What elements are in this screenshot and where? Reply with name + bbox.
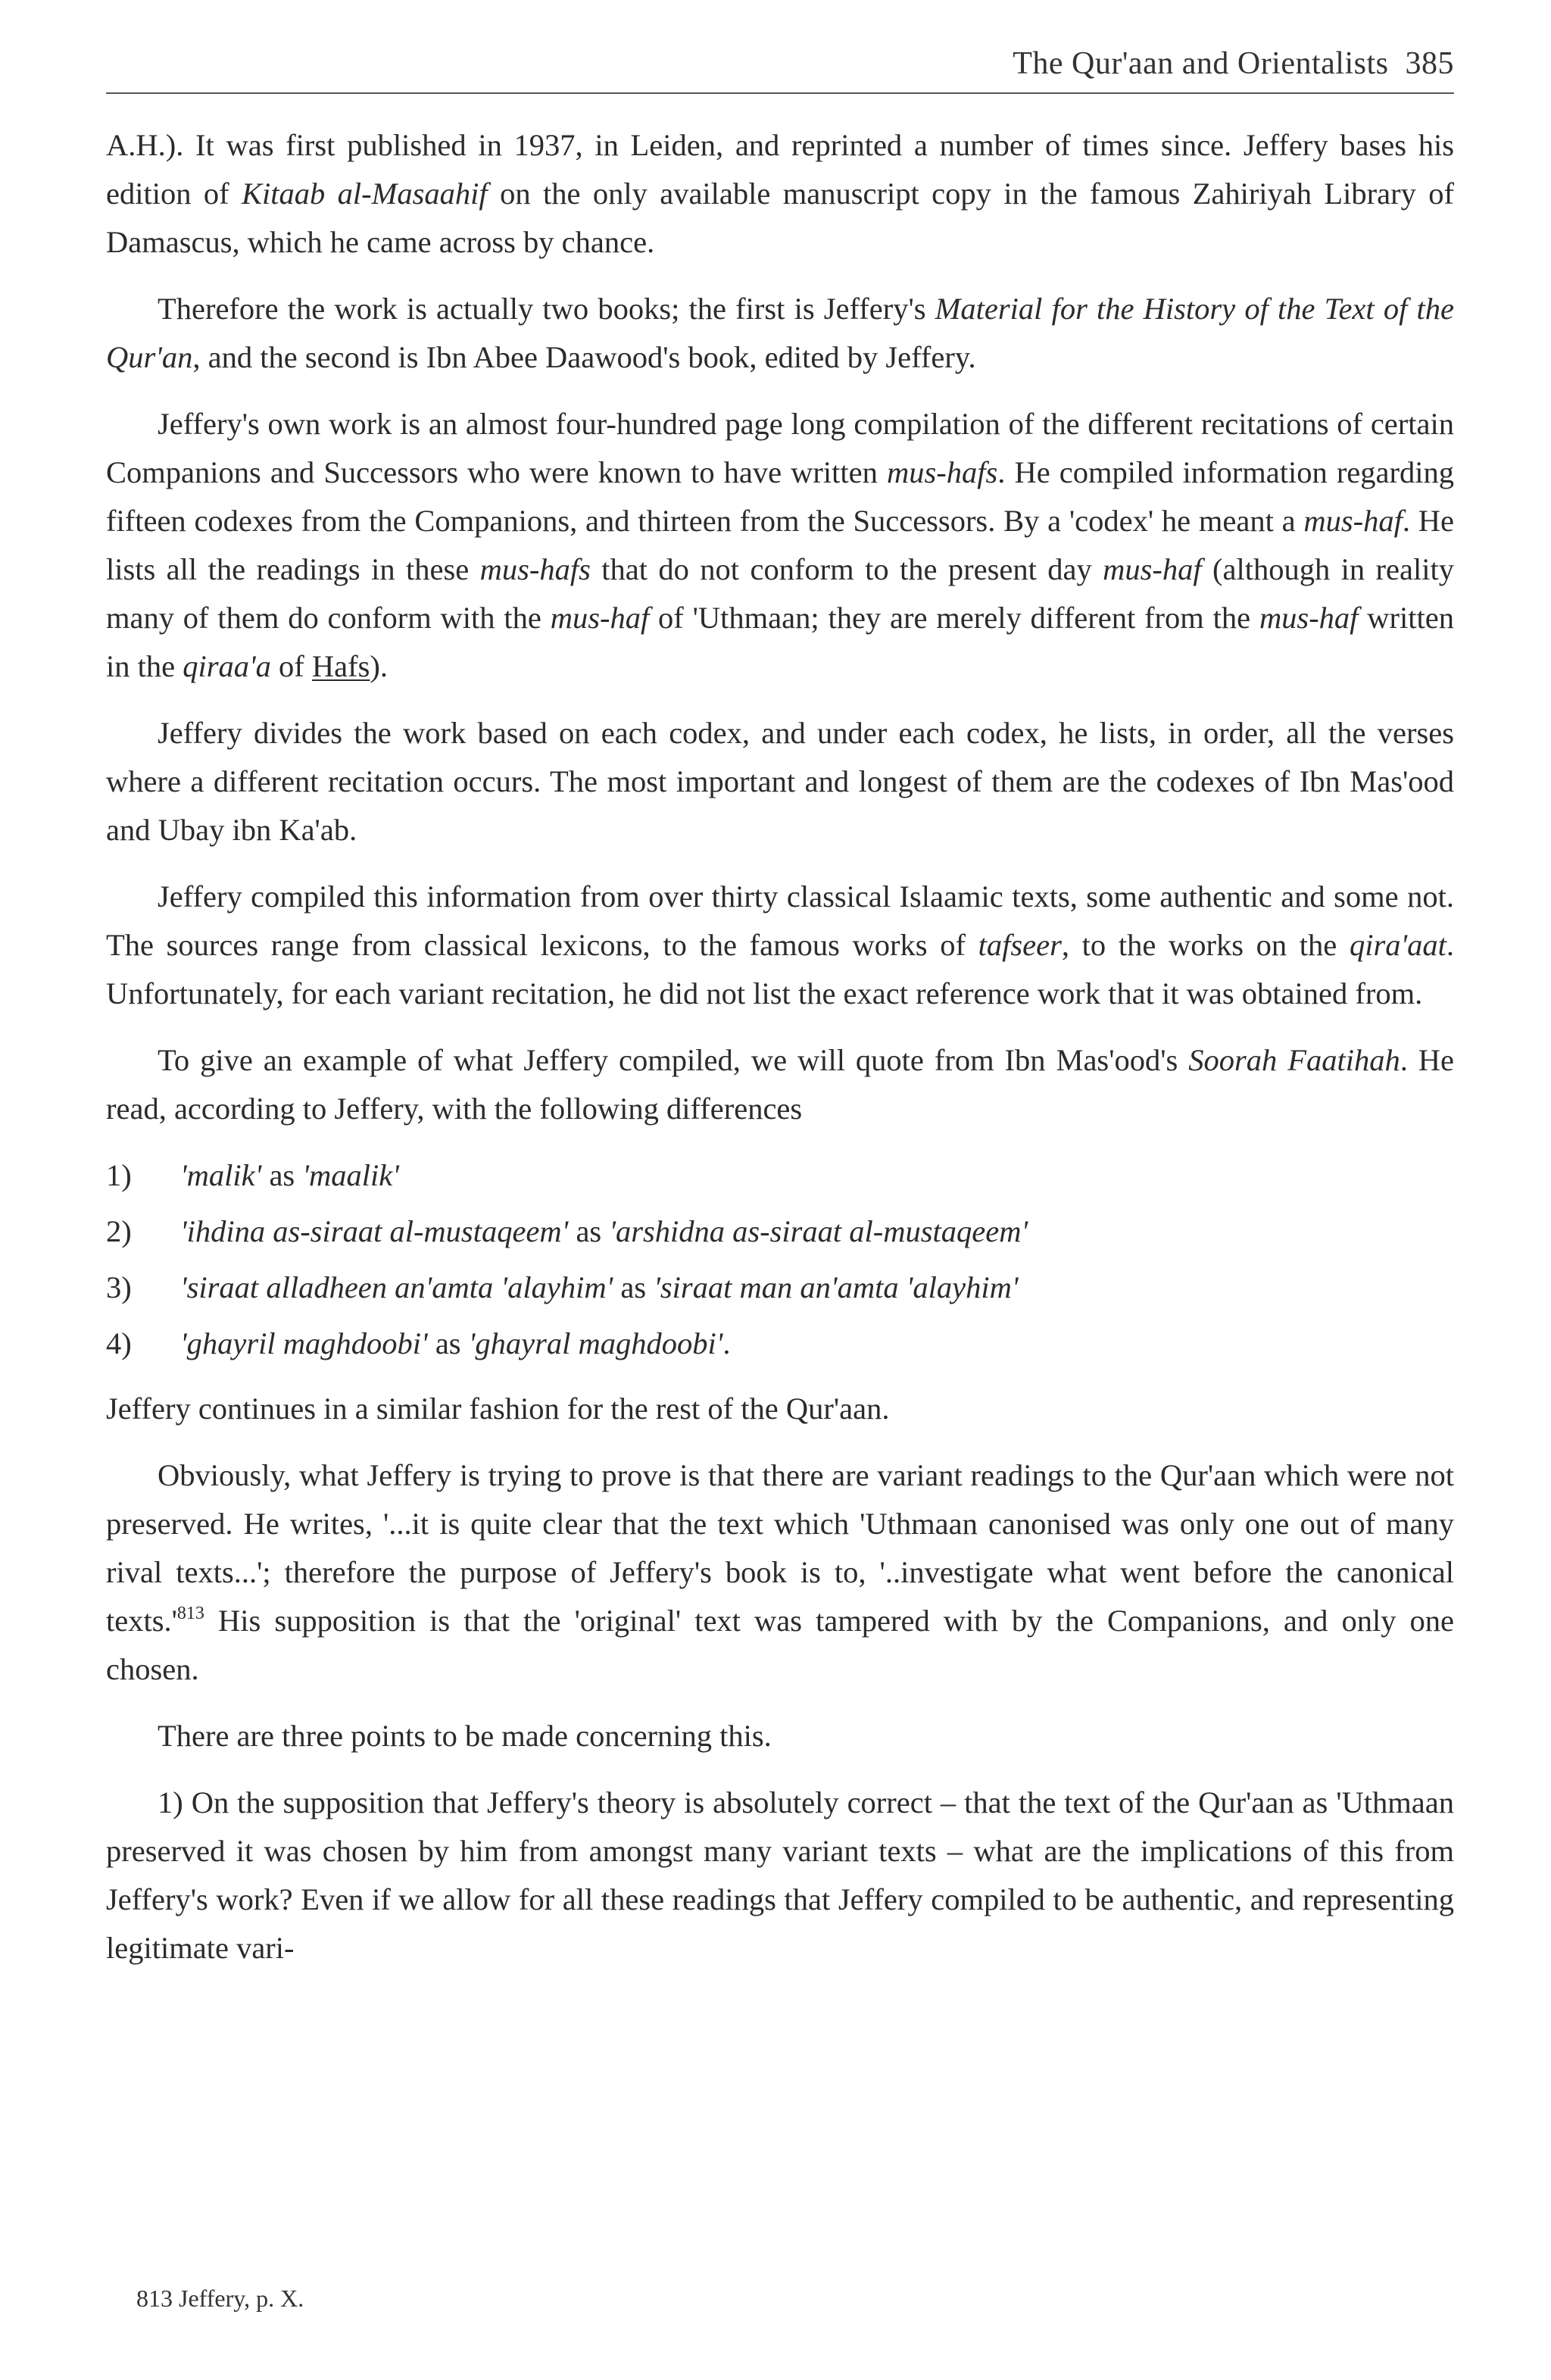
variant-item: 4) 'ghayril maghdoobi' as 'ghayral maghdoobi'.: [106, 1326, 731, 1360]
paragraph-8: Obviously, what Jeffery is trying to prove is that there are variant readings to the Qur'aan which were not preserved. He writes, '...it is quite clear that the text which 'Uthmaan canonised was only one out of many rival texts...'; therefore the purpose of Jeffery's book is to, '..investigate what went before the canonical $texts.'^{813}$ His supposition is that the 'original' text was tampered with by the Companions, and only one chosen.: [106, 1458, 1454, 1686]
book-title: The Qur'aan and Orientalists: [1013, 46, 1389, 81]
paragraph-1: A.H.). It was first published in 1937, in Leiden, and reprinted a number of times since. Jeffery bases his edition of Kitaab al-Masaahif on the only available manuscript copy in the famous Zahiriyah Library of Damascus, which he came across by chance.: [106, 128, 1454, 259]
variant-item: 3) 'siraat alladheen an'amta 'alayhim' as 'siraat man an'amta 'alayhim': [106, 1270, 1019, 1304]
variant-list: [106, 1151, 1454, 1368]
page-number: 385: [1405, 46, 1454, 81]
footnote: 813 Jeffery, p. X.: [136, 2285, 304, 2312]
page: [106, 45, 1454, 1991]
paragraph-10: 1) On the supposition that Jeffery's theory is absolutely correct – that the text of the Qur'aan as 'Uthmaan preserved it was chosen by him from amongst many variant texts – what are the implications of this from Jeffery's work? Even if we allow for all these readings that Jeffery compiled to be authentic, and representing legitimate vari-: [106, 1785, 1454, 1965]
variant-item: 1) 'malik' as 'maalik': [106, 1158, 399, 1192]
variant-item: 2) 'ihdina as-siraat al-mustaqeem' as 'arshidna as-siraat al-mustaqeem': [106, 1214, 1028, 1248]
paragraph-5: Jeffery compiled this information from over thirty classical Islaamic texts, some authentic and some not. The sources range from classical lexicons, to the famous works of tafseer, to the works on the qira'aat. Unfortunately, for each variant recitation, he did not list the exact reference work that it was obtained from.: [106, 879, 1454, 1010]
paragraph-4: Jeffery divides the work based on each codex, and under each codex, he lists, in order, all the verses where a different recitation occurs. The most important and longest of them are the codexes of Ibn Mas'ood and Ubay ibn Ka'ab.: [106, 716, 1454, 847]
footnote-ref: 813: [176, 1604, 204, 1623]
book-title-masaahif: Kitaab al-Masaahif: [242, 176, 488, 211]
book-title-material: Material for the History of the Text of the Qur'an: [106, 292, 1454, 374]
paragraph-3: Jeffery's own work is an almost four-hundred page long compilation of the different recitations of certain Companions and Successors who were known to have written mus-hafs. He compiled information regarding fifteen codexes from the Companions, and thirteen from the Successors. By a 'codex' he meant a mus-haf. He lists all the readings in these mus-hafs that do not conform to the present day mus-haf (although in reality many of them do conform with the mus-haf of 'Uthmaan; they are merely different from the mus-haf written in the qiraa'a of Hafs).: [106, 407, 1454, 683]
paragraph-7: Jeffery continues in a similar fashion for the rest of the Qur'aan.: [106, 1391, 890, 1426]
paragraph-6: To give an example of what Jeffery compiled, we will quote from Ibn Mas'ood's Soorah Faatihah. He read, according to Jeffery, with the following differences: [106, 1043, 1454, 1126]
paragraph-9: There are three points to be made concerning this.: [158, 1719, 772, 1753]
running-head: [106, 45, 1454, 94]
paragraph-2: Therefore the work is actually two books; the first is Jeffery's Material for the History of the Text of the Qur'an, and the second is Ibn Abee Daawood's book, edited by Jeffery.: [106, 292, 1454, 374]
